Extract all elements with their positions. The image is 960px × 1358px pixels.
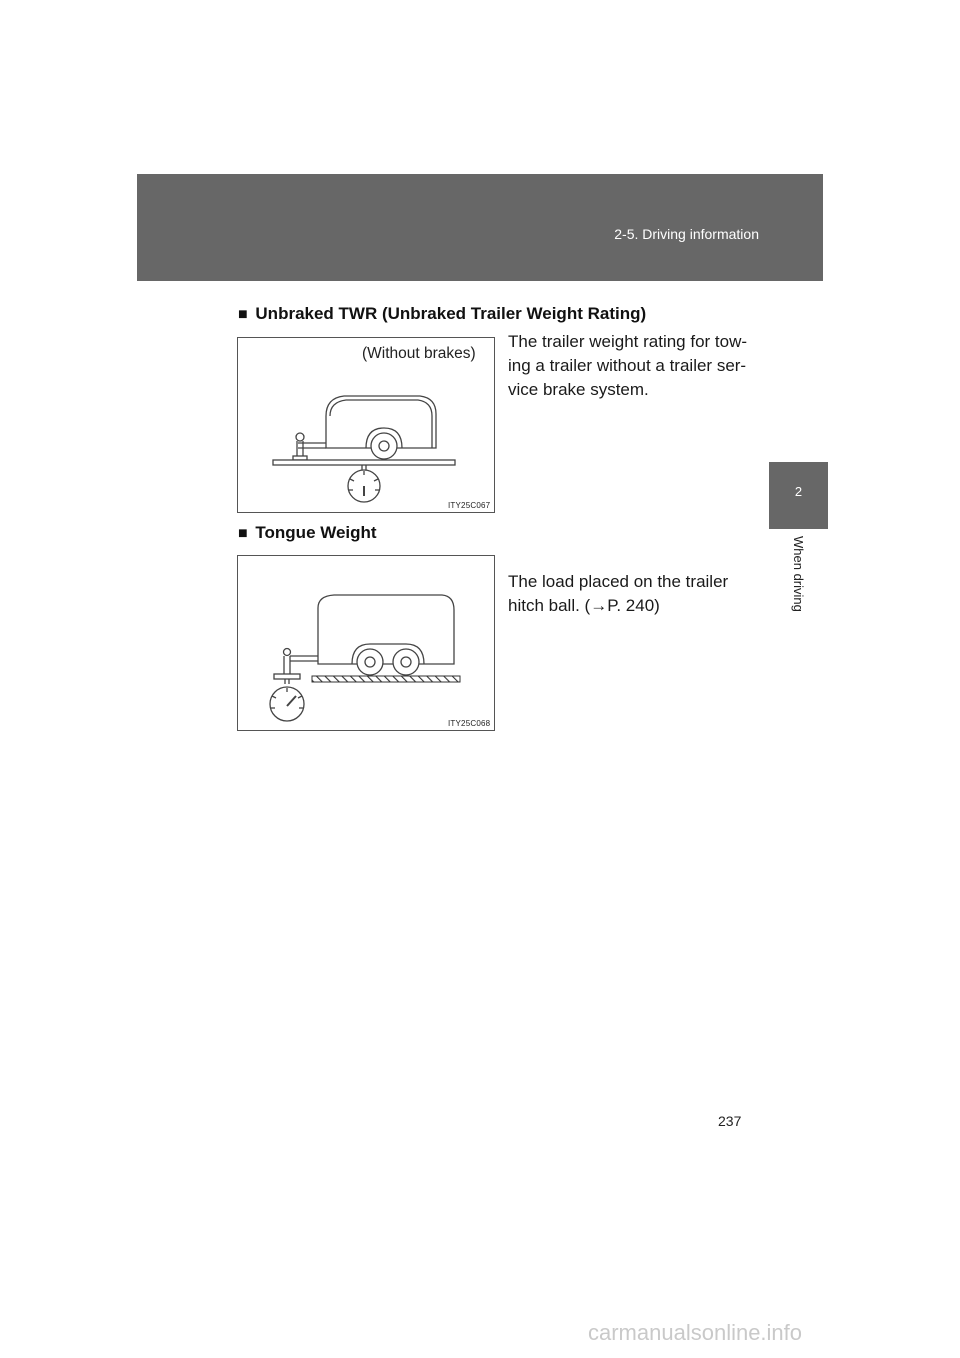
- chapter-tab-label: When driving: [791, 536, 806, 612]
- figure-unbraked-trailer: [237, 337, 495, 513]
- heading-marker: ■: [238, 306, 248, 323]
- header-section-title: 2-5. Driving information: [614, 226, 759, 242]
- trailer-on-scale-illustration: [238, 338, 494, 512]
- page-number: 237: [718, 1113, 742, 1129]
- header-bar: [137, 174, 823, 281]
- figure-code: ITY25C067: [448, 501, 491, 510]
- unbraked-twr-line-1: The trailer weight rating for tow-: [508, 332, 748, 351]
- figure-caption: (Without brakes): [362, 345, 476, 362]
- chapter-tab-number: 2: [794, 484, 803, 499]
- body-text-tongue-weight: [508, 570, 755, 618]
- figure-tongue-weight: [237, 555, 495, 731]
- heading-text: Tongue Weight: [255, 523, 377, 542]
- body-text-unbraked-twr: [508, 330, 755, 402]
- section-heading-tongue-weight: [238, 523, 377, 543]
- unbraked-twr-line-3: vice brake system.: [508, 380, 649, 399]
- chapter-tab: [769, 462, 828, 529]
- figure-code: ITY25C068: [448, 719, 491, 728]
- unbraked-twr-line-2: ing a trailer without a trailer ser-: [508, 356, 747, 375]
- heading-text: Unbraked TWR (Unbraked Trailer Weight Rating): [255, 304, 647, 323]
- trailer-hitch-scale-illustration: [238, 556, 494, 730]
- heading-marker: ■: [238, 525, 248, 542]
- tongue-weight-line-2: hitch ball. (→P. 240): [508, 596, 660, 615]
- tongue-weight-line-1: The load placed on the trailer: [508, 572, 729, 591]
- section-heading-unbraked-twr: [238, 304, 646, 324]
- watermark-text: carmanualsonline.info: [588, 1320, 803, 1345]
